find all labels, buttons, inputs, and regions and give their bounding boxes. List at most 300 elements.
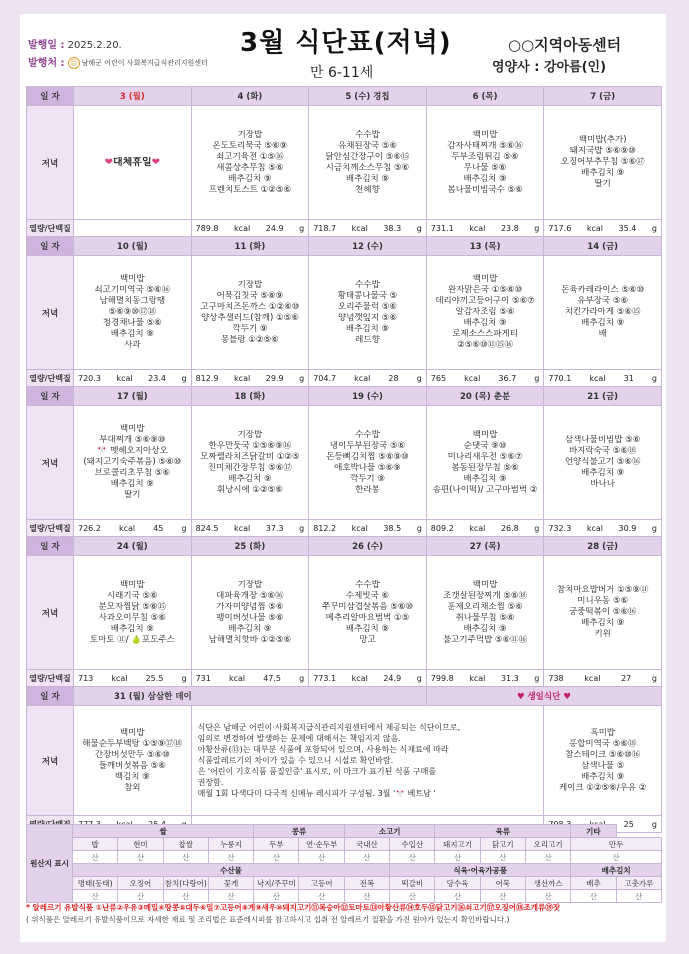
menu-item: 배추김치 ⑨ — [345, 173, 390, 184]
note-line: 권장함. — [197, 778, 224, 787]
menu-item: 닭안심간장구이 ⑤⑥⑮ — [325, 151, 410, 162]
origin-group: 수산물 — [73, 864, 390, 877]
origin-item: 명태(동태) — [73, 877, 118, 890]
origin-value: 산 — [254, 890, 299, 903]
meal-cell — [544, 106, 662, 220]
kcal-value: 809.2 — [430, 523, 454, 533]
menu-item: 어묵김칫국 ⑤⑥⑨ — [216, 290, 284, 301]
kcal-unit: kcal — [234, 373, 251, 383]
menu-item: 백미밥 — [472, 129, 498, 140]
kcal-unit: kcal — [354, 373, 371, 383]
origin-group: 쌀 — [73, 825, 254, 838]
protein-value: 38.5 — [383, 523, 402, 533]
menu-item: 데리야끼고등어구이 ⑤⑥⑦ — [435, 296, 535, 306]
kcal-unit: kcal — [469, 673, 486, 683]
day-date: 28 (금) — [544, 537, 662, 556]
origin-value-row — [27, 890, 662, 903]
menu-item: 간장버섯만두 ⑤⑥⑩ — [94, 749, 170, 760]
protein-value: 23.8 — [500, 223, 519, 233]
kcal-value: 812.2 — [313, 523, 337, 533]
meal-label: 저녁 — [27, 706, 74, 816]
nutrition-values — [192, 374, 309, 383]
menu-item: 쭈꾸미삼겹살볶음 ⑤⑥⑩ — [321, 601, 414, 612]
origin-item: 만두 — [571, 838, 662, 851]
meal-cell — [544, 406, 662, 520]
origin-item: 떡갈비 — [390, 877, 435, 890]
origin-item: 돼지고기 — [435, 838, 480, 851]
menu-item: 무나물 ⑤⑥ — [463, 162, 507, 173]
origin-value: 산 — [571, 890, 616, 903]
kcal-unit: kcal — [116, 373, 133, 383]
menu-item: 참치마요밥버거 ①⑤⑨⑪ — [556, 585, 649, 595]
menu-item: 배추김치 ⑨ — [110, 479, 154, 489]
kcal-unit: kcal — [111, 673, 128, 683]
menu-item: 천혜향 — [355, 184, 380, 195]
origin-value: 산 — [525, 890, 570, 903]
origin-label: 원산지 표시 — [27, 825, 73, 903]
day-date: 10 (월) — [74, 237, 192, 256]
nutrition-row — [27, 370, 662, 387]
menu-sheet — [20, 14, 666, 942]
origin-group: 기타 — [571, 825, 616, 838]
menu-item: 기장밥 — [237, 429, 263, 440]
allergy-legend: * 알레르기 유발식품 ①난류②우유③메밀④땅콩⑤대두⑥밀⑦고등어⑧게⑨새우⑩돼지고기⑪복숭아⑫토마토⑬아황산류⑭호두⑮닭고기⑯쇠고기⑰오징어⑱조개류⑲잣 — [26, 903, 560, 912]
nutrition-cell — [309, 220, 427, 237]
menu-item: 쇠고기육전 ①⑤⑯ — [216, 151, 284, 162]
nutrition-values — [309, 524, 426, 533]
menu-item: 깍두기 ⑨ — [350, 473, 385, 484]
page-title: 3월 식단표(저녁) — [240, 28, 452, 58]
menu-item: 배추김치 ⑨ — [110, 329, 154, 339]
protein-value: 35.4 — [618, 223, 637, 233]
kcal-unit: kcal — [228, 673, 246, 683]
menu-item: 송편(나이떡)/ 고구마범벅 ② — [432, 484, 538, 495]
notes — [191, 706, 544, 816]
publisher: 남해군 어린이 사회복지급식관리지원센터 — [81, 59, 208, 67]
protein-value: 25.5 — [145, 673, 164, 683]
menu-item: 돈육카레라이스 ⑤⑥⑩ — [561, 285, 645, 295]
event-name: 삼삼한 데이 — [147, 692, 192, 702]
menu-item: 대파육개장 ⑤⑥⑯ — [216, 590, 284, 601]
kcal-value: 789.8 — [195, 223, 219, 233]
meal-cell — [74, 256, 192, 370]
origin-item: 연·순두부 — [299, 838, 344, 851]
kcal-unit: kcal — [589, 373, 606, 383]
kcal-unit: kcal — [234, 223, 251, 233]
kcal-value: 717.6 — [548, 223, 572, 233]
day-date: 6 (목) — [426, 87, 544, 106]
kcal-unit: kcal — [464, 373, 481, 383]
origin-item: 찹쌀 — [163, 838, 208, 851]
day-date: 11 (화) — [191, 237, 309, 256]
protein-unit: g — [181, 673, 187, 683]
nutrition-values — [427, 224, 544, 233]
origin-item: 꽃게 — [208, 877, 253, 890]
origin-value: 산 — [118, 851, 163, 864]
menu-item: 수제빗국 ⑥ — [345, 590, 390, 601]
publisher-row — [28, 54, 208, 69]
nutrition-cell — [309, 670, 427, 687]
heart-icon: ❤ — [104, 157, 113, 168]
menu-item: 쇠고기미역국 ⑤⑥⑯ — [94, 285, 171, 295]
menu-item: 케이크 ①②⑤⑥/우유 ② — [558, 782, 647, 793]
protein-unit: g — [651, 373, 657, 383]
menu-item: 한우만둣국 ①⑤⑥⑨⑯ — [208, 440, 292, 451]
day-date: 19 (수) — [309, 387, 427, 406]
menu-item: 온도토리묵국 ⑤⑥⑨ — [212, 140, 288, 151]
nutrition-values — [544, 524, 661, 533]
menu-item: 봄나물비빔국수 ⑤⑥ — [447, 184, 523, 195]
menu-item: 참외 — [124, 782, 141, 793]
menu-item: 조갯살된장찌개 ⑤⑥⑱ — [443, 590, 528, 601]
origin-item: 오징어 — [118, 877, 163, 890]
menu-item: 홍합미역국 ⑤⑥⑱ — [568, 738, 637, 749]
origin-table — [26, 824, 662, 903]
meal-row — [27, 556, 662, 670]
menu-item: 양상추샐러드(참깨) ①⑤⑥ — [200, 312, 299, 323]
meal-cell — [426, 256, 544, 370]
menu-item: 새콤상추무침 ⑤⑥ — [216, 162, 284, 173]
kcal-unit: kcal — [351, 523, 368, 533]
origin-value: 산 — [390, 890, 435, 903]
menu-item: 백미밥 — [472, 579, 498, 590]
origin-item: 당수육 — [435, 877, 480, 890]
nutrition-values — [544, 674, 661, 683]
menu-item: 딸기 — [124, 490, 141, 500]
menu-item: 키위 — [594, 629, 611, 639]
heart-icon: ❤ — [151, 157, 160, 168]
age-range: 만 6-11세 — [310, 65, 374, 81]
nutrition-label: 열량/단백질 — [27, 370, 74, 387]
menu-item: 해물순두부백탕 ①⑤⑨⑰⑱ — [82, 738, 183, 749]
nutrition-label: 열량/단백질 — [27, 220, 74, 237]
day-label: 일 자 — [27, 237, 74, 256]
menu-item: 토마토 ⑪/ 🍐포도주스 — [89, 634, 175, 645]
menu-item: 휘낭시에 ①②⑤⑥ — [216, 484, 283, 495]
menu-item: 로제소스스파게티 — [452, 329, 518, 339]
menu-item: 들깨버섯볶음 ⑤⑥ — [98, 760, 166, 771]
menu-item: 참스테이크 ⑤⑥⑩⑯ — [565, 749, 641, 760]
menu-item: 깍두기 ⑨ — [232, 323, 268, 334]
nutrition-cell — [544, 520, 662, 537]
menu-item: 팽이버섯나물 ⑤⑥ — [216, 612, 284, 623]
menu-item: 브로콜리초무침 ⑤⑥ — [94, 468, 170, 478]
protein-value: 24.9 — [265, 223, 284, 233]
menu-item: 유채된장국 ⑤⑥ — [337, 140, 397, 151]
birthday-title: ♥ 생일식단 ♥ — [426, 687, 661, 706]
note-line: 아황산류(⑬)는 대부분 식품에 포함되어 있으며, 사용하는 식재료에 따라 — [197, 745, 449, 754]
day-row — [27, 237, 662, 256]
nutrition-cell — [74, 220, 192, 237]
kcal-value: 726.2 — [78, 523, 101, 533]
menu-item: 망고 — [359, 634, 376, 645]
menu-item: 배추김치 ⑨ — [228, 173, 272, 184]
day-date: 4 (화) — [191, 87, 309, 106]
meal-cell — [74, 556, 192, 670]
nutrition-values — [74, 374, 191, 383]
center-name: ○○지역아동센터 — [508, 36, 622, 54]
day-date: 18 (화) — [191, 387, 309, 406]
nutrition-values — [427, 674, 544, 683]
menu-item: 수수밥 — [355, 129, 380, 140]
nutrition-label: 열량/단백질 — [27, 670, 74, 687]
origin-value: 산 — [208, 890, 253, 903]
origin-item: 현미 — [118, 838, 163, 851]
origin-item: 닭고기 — [480, 838, 525, 851]
origin-item-row — [27, 838, 662, 851]
origin-group: 소고기 — [344, 825, 435, 838]
menu-item: 한라봉 — [355, 484, 380, 495]
day-date: 3 (월) — [74, 87, 192, 106]
menu-table — [26, 86, 662, 833]
menu-item: 백미밥 — [119, 424, 145, 434]
protein-value: 29.9 — [265, 373, 284, 383]
menu-item: 시금치깨소스무침 ⑤⑥ — [325, 162, 410, 173]
nutrition-cell — [309, 520, 427, 537]
origin-item: 배추 — [571, 877, 616, 890]
protein-value: 31 — [623, 373, 634, 383]
meal-cell — [426, 106, 544, 220]
nutrition-row — [27, 670, 662, 687]
kcal-value: 765 — [430, 373, 447, 383]
menu-item: 감자사태찌개 ⑤⑥⑯ — [447, 140, 523, 151]
menu-item: 기장밥 — [237, 579, 263, 590]
origin-value: 산 — [163, 890, 208, 903]
day-date: 7 (금) — [544, 87, 662, 106]
meal-cell — [426, 556, 544, 670]
menu-item: ⑤⑥⑨⑩⑰⑱ — [108, 307, 157, 317]
meal-cell — [74, 706, 192, 816]
day-date: 25 (화) — [191, 537, 309, 556]
meal-label: 저녁 — [27, 556, 74, 670]
nutrition-values — [74, 524, 191, 533]
menu-item: 사과 — [124, 340, 141, 350]
menu-item: 유부장국 ⑤⑥ — [577, 296, 629, 306]
nutrition-row — [27, 220, 662, 237]
protein-value: 26.8 — [500, 523, 519, 533]
menu-item: 시래기국 ⑤⑥ — [106, 590, 158, 601]
day-row — [27, 687, 662, 706]
nutrition-values — [309, 374, 426, 383]
day-label: 일 자 — [27, 87, 74, 106]
protein-unit: g — [534, 523, 540, 533]
center-logo-icon: ☺ — [68, 57, 80, 69]
day-date: 5 (수) 경칩 — [309, 87, 427, 106]
nutrition-cell — [74, 520, 192, 537]
origin-group: 육류 — [435, 825, 571, 838]
origin-value: 산 — [571, 851, 662, 864]
nutrition-cell — [74, 670, 192, 687]
origin-item: 전복 — [344, 877, 389, 890]
nutrition-cell — [426, 670, 544, 687]
kcal-value: 824.5 — [195, 523, 219, 533]
nutrition-cell — [544, 670, 662, 687]
origin-value: 산 — [480, 890, 525, 903]
nutrition-values — [309, 224, 426, 233]
menu-item: 배추김치 ⑨ — [581, 168, 625, 178]
kcal-value: 799.8 — [430, 673, 454, 683]
menu-item: 삼색나물비빔밥 ⑤⑥ — [564, 435, 641, 445]
kcal-unit: kcal — [584, 673, 601, 683]
meal-cell — [544, 256, 662, 370]
menu-item: 백미밥 — [472, 429, 498, 440]
protein-unit: g — [651, 673, 657, 683]
menu-item: 돈등뼈김치찜 ⑤⑥⑨⑩ — [326, 451, 409, 462]
day-row — [27, 87, 662, 106]
menu-item: 백미밥 — [119, 579, 145, 590]
kcal-value: 731.1 — [430, 223, 454, 233]
menu-item: 완자맑은국 ①⑤⑥⑩ — [447, 285, 523, 295]
origin-value: 산 — [344, 890, 389, 903]
menu-item: 배 — [598, 329, 607, 339]
menu-item: 삼색나물 ⑤ — [581, 760, 625, 771]
nutrition-values — [192, 224, 309, 233]
birthday-cell — [544, 706, 662, 816]
menu-item: 기장밥 — [237, 279, 263, 290]
kcal-value: 812.9 — [195, 373, 219, 383]
header — [20, 14, 666, 90]
menu-item: 두부조림튀김 ⑤⑥ — [451, 151, 519, 162]
menu-item: 배추김치 ⑨ — [228, 623, 272, 634]
nutrition-cell — [544, 370, 662, 387]
kcal-unit: kcal — [469, 223, 486, 233]
kcal-value: 738 — [548, 673, 564, 683]
day-label: 일 자 — [27, 537, 74, 556]
origin-item: 생선까스 — [525, 877, 570, 890]
origin-value: 산 — [73, 851, 118, 864]
origin-value: 산 — [208, 851, 253, 864]
menu-item: 레드향 — [355, 334, 380, 345]
origin-value: 산 — [435, 851, 480, 864]
protein-value: 24.9 — [383, 673, 402, 683]
origin-item: 두부 — [254, 838, 299, 851]
nutrition-cell — [191, 670, 309, 687]
menu-item: 배추김치 ⑨ — [463, 318, 507, 328]
protein-unit: g — [416, 523, 422, 533]
menu-item: 부대찌개 ⑤⑥⑨⑩ — [99, 435, 166, 445]
meal-cell — [309, 256, 427, 370]
meal-label: 저녁 — [27, 256, 74, 370]
origin-item: 고춧가루 — [616, 877, 661, 890]
meal-cell — [74, 406, 192, 520]
note-line: 임의로 변경하여 발생하는 문제에 대해서는 책임지지 않음. — [197, 734, 401, 743]
day-date: 20 (목) 춘분 — [426, 387, 544, 406]
origin-item: 오리고기 — [525, 838, 570, 851]
protein-unit: g — [416, 223, 422, 233]
kcal-value: 732.3 — [548, 523, 572, 533]
kcal-unit: kcal — [234, 523, 251, 533]
meal-row — [27, 706, 662, 816]
menu-item: 배추김치 ⑨ — [581, 771, 625, 782]
day-label: 일 자 — [27, 687, 74, 706]
nutrition-cell — [544, 220, 662, 237]
kcal-value: 713 — [78, 673, 94, 683]
origin-value: 산 — [118, 890, 163, 903]
menu-item: 분모자찜닭 ⑤⑥⑮ — [98, 601, 167, 612]
menu-item: 돼지국밥 ⑤⑥⑨⑩ — [569, 146, 636, 156]
origin-group-row — [27, 825, 662, 838]
meal-cell — [309, 556, 427, 670]
menu-item: 배추김치 ⑨ — [345, 323, 390, 334]
origin-value: 산 — [525, 851, 570, 864]
origin-value: 산 — [163, 851, 208, 864]
menu-item: 알감자조림 ⑤⑥ — [455, 307, 515, 317]
nutrition-cell — [426, 370, 544, 387]
nutrition-values — [544, 224, 661, 233]
meal-label: 저녁 — [27, 106, 74, 220]
day-row — [27, 387, 662, 406]
protein-value: 23.4 — [148, 373, 166, 383]
meal-cell — [544, 556, 662, 670]
origin-value: 산 — [299, 890, 344, 903]
menu-item: 흑미밥 — [590, 727, 615, 738]
menu-item: 백김치 ⑨ — [114, 771, 150, 782]
protein-value: 36.7 — [498, 373, 517, 383]
origin-group: 콩류 — [254, 825, 345, 838]
protein-value: 45 — [153, 523, 164, 533]
menu-item: 남해멸치동그랑땡 — [99, 296, 166, 306]
origin-group: 식육·어육가공품 — [390, 864, 571, 877]
menu-item: 프렌치토스트 ①②⑤⑥ — [208, 184, 292, 195]
day-date: 26 (수) — [309, 537, 427, 556]
day-date: 21 (금) — [544, 387, 662, 406]
protein-value: 47.5 — [263, 673, 281, 683]
kcal-value: 731 — [195, 673, 211, 683]
meal-cell — [191, 256, 309, 370]
protein-unit: g — [651, 223, 657, 233]
origin-item: 수입산 — [390, 838, 435, 851]
menu-item: 배추김치 ⑨ — [581, 318, 625, 328]
protein-unit: g — [416, 673, 422, 683]
nutrition-label: 열량/단백질 — [27, 520, 74, 537]
nutrition-values — [74, 674, 191, 683]
issue-date: 2025.2.20. — [67, 40, 122, 51]
nutrition-cell — [426, 220, 544, 237]
menu-item: 모짜렐라치즈닭갈비 ①②⑤ — [200, 451, 300, 462]
protein-value: 37.3 — [265, 523, 284, 533]
menu-item: 🎌 뗏헤오지아상오 — [96, 446, 168, 456]
nutrition-values — [309, 674, 426, 683]
nutrition-cell — [191, 220, 309, 237]
note-line: 은 '어린이 기호식품 품질인증' 표시로, 이 마크가 표기된 식품 구매를 — [197, 767, 437, 776]
menu-item: 봄동된장무침 ⑤⑥ — [451, 462, 519, 473]
day-date: 24 (월) — [74, 537, 192, 556]
menu-item: 수수밥 — [355, 429, 380, 440]
nutrition-cell — [191, 370, 309, 387]
menu-item: 바지락숙국 ⑤⑥⑱ — [568, 446, 637, 456]
origin-value: 산 — [73, 890, 118, 903]
nutrition-values — [544, 374, 661, 383]
holiday-text — [74, 157, 191, 168]
day-date: 27 (목) — [426, 537, 544, 556]
menu-item: ②⑤⑥⑩⑪⑮⑯ — [457, 340, 514, 350]
protein-unit: g — [299, 523, 305, 533]
menu-item: 청경채나물 ⑤⑥ — [102, 318, 162, 328]
menu-item: 메추리알마요범벅 ①⑤ — [325, 612, 410, 623]
origin-value: 산 — [299, 851, 344, 864]
menu-item: 배추김치 ⑨ — [463, 173, 507, 184]
nutrition-cell — [426, 520, 544, 537]
origin-item: 국내산 — [344, 838, 389, 851]
menu-item: 사과오이무침 ⑤⑥ — [98, 612, 166, 623]
menu-item: 수수밥 — [355, 279, 380, 290]
kcal-unit: kcal — [469, 523, 486, 533]
protein-unit: g — [299, 673, 305, 683]
nutrition-values — [192, 674, 309, 683]
origin-group-row — [27, 864, 662, 877]
menu-item: 미나리새우전 ⑤⑥⑦ — [447, 451, 523, 462]
menu-item: 남해멸치핫바 ①②⑤⑥ — [208, 634, 292, 645]
